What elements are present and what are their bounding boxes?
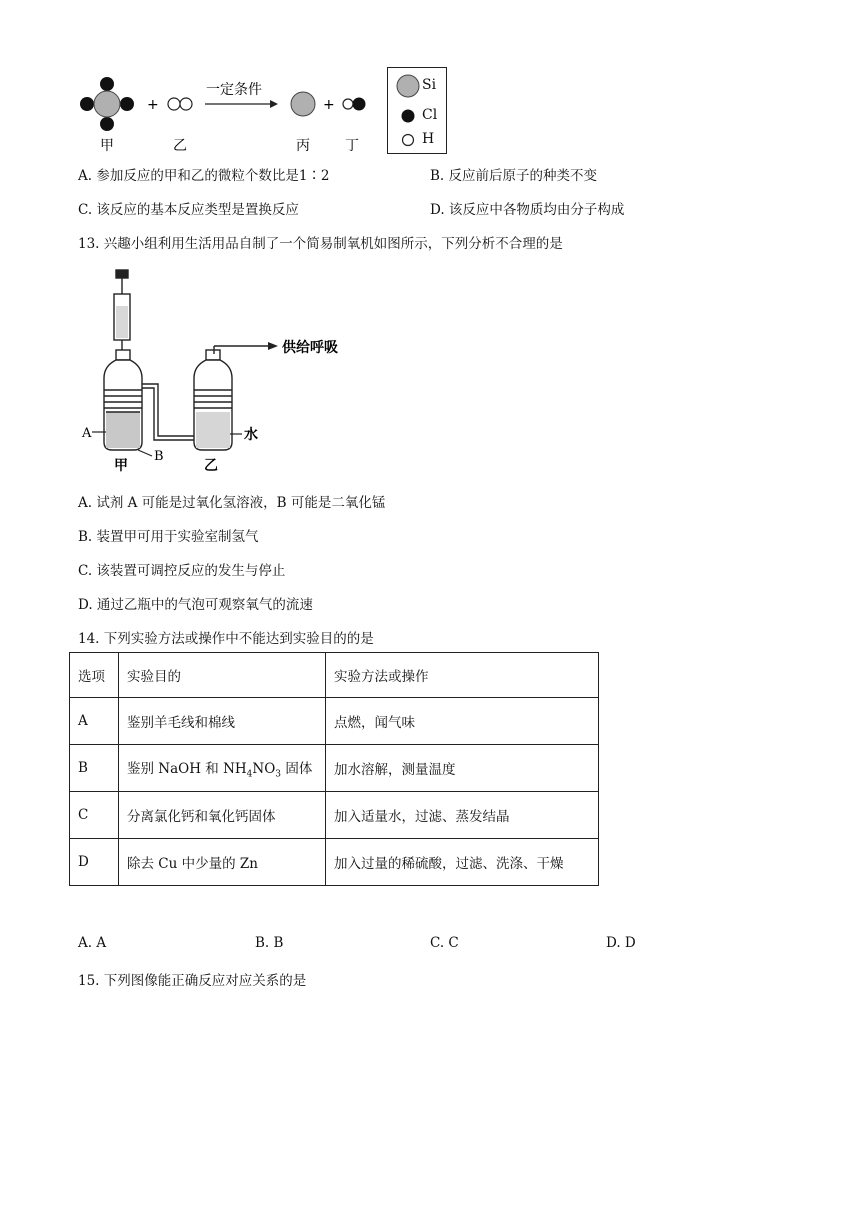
atom-legend: [387, 67, 447, 154]
plus-sign: +: [147, 97, 159, 113]
table-row: [70, 698, 599, 745]
q13-stem: 13. 兴趣小组利用生活用品自制了一个简易制氧机如图所示，下列分析不合理的是: [78, 236, 563, 252]
row-goal: 分离氯化钙和氧化钙固体: [119, 792, 326, 839]
arrow-label: 供给呼吸: [282, 340, 338, 356]
row-method: 加水溶解，测量温度: [326, 745, 599, 792]
label-bing: 丙: [296, 138, 310, 154]
q15-stem: 15. 下列图像能正确反应对应关系的是: [78, 973, 307, 989]
row-goal: 鉴别羊毛线和棉线: [119, 698, 326, 745]
header-goal: 实验目的: [119, 653, 326, 698]
q14-answer-c: C. C: [430, 935, 459, 951]
h-atom-icon: [403, 135, 414, 146]
bottle-yi: [194, 350, 232, 450]
row-option: A: [70, 698, 119, 745]
q12-option-b: B. 反应前后原子的种类不变: [430, 168, 598, 184]
experiment-table: [69, 652, 599, 886]
bottle-jia: [104, 350, 142, 450]
q14-answer-d: D. D: [606, 935, 636, 951]
header-option: 选项: [70, 653, 119, 698]
label-water: 水: [244, 427, 258, 443]
row-option: B: [70, 745, 119, 792]
molecule-ding: [343, 98, 366, 111]
table-row: [70, 792, 599, 839]
label-bottle-yi: 乙: [204, 458, 218, 474]
row-goal: 除去 Cu 中少量的 Zn: [119, 839, 326, 886]
reaction-diagram: [75, 70, 385, 155]
table-row: [70, 745, 599, 792]
plus-sign: +: [323, 97, 335, 113]
q12-option-d: D. 该反应中各物质均由分子构成: [430, 202, 625, 218]
header-method: 实验方法或操作: [326, 653, 599, 698]
cl-atom-icon: [402, 110, 415, 123]
table-header-row: [70, 653, 599, 698]
molecule-yi: [168, 98, 192, 110]
q13-option-b: B. 装置甲可用于实验室制氢气: [78, 529, 259, 545]
q12-option-a: A. 参加反应的甲和乙的微粒个数比是1∶2: [78, 168, 330, 184]
q13-option-a: A. 试剂 A 可能是过氧化氢溶液，B 可能是二氧化锰: [78, 495, 386, 511]
row-option: D: [70, 839, 119, 886]
oxygen-generator-figure: [80, 266, 380, 476]
label-reagent-a: A: [82, 426, 92, 441]
molecule-bing: [291, 92, 315, 116]
q13-option-c: C. 该装置可调控反应的发生与停止: [78, 563, 286, 579]
label-ding: 丁: [345, 138, 359, 154]
label-bottle-jia: 甲: [114, 458, 128, 474]
q14-answer-b: B. B: [255, 935, 284, 951]
row-method: 点燃，闻气味: [326, 698, 599, 745]
row-option: C: [70, 792, 119, 839]
legend-h: H: [422, 131, 435, 147]
reaction-condition: 一定条件: [206, 82, 262, 98]
si-atom-icon: [397, 75, 419, 97]
label-yi: 乙: [173, 138, 187, 154]
molecule-jia: [80, 77, 134, 131]
legend-cl: Cl: [422, 107, 438, 123]
legend-si: Si: [422, 77, 437, 93]
table-row: [70, 839, 599, 886]
q14-stem: 14. 下列实验方法或操作中不能达到实验目的的是: [78, 631, 374, 647]
q13-option-d: D. 通过乙瓶中的气泡可观察氧气的流速: [78, 597, 313, 613]
row-method: 加入适量水，过滤、蒸发结晶: [326, 792, 599, 839]
q12-option-c: C. 该反应的基本反应类型是置换反应: [78, 202, 299, 218]
label-reagent-b: B: [154, 449, 164, 464]
row-goal: 鉴别 NaOH 和 $NH_4NO_3$ 固体: [119, 745, 326, 792]
row-method: 加入过量的稀硫酸，过滤、洗涤、干燥: [326, 839, 599, 886]
syringe: [114, 270, 130, 352]
q14-answer-a: A. A: [78, 935, 107, 951]
label-jia: 甲: [100, 138, 114, 154]
